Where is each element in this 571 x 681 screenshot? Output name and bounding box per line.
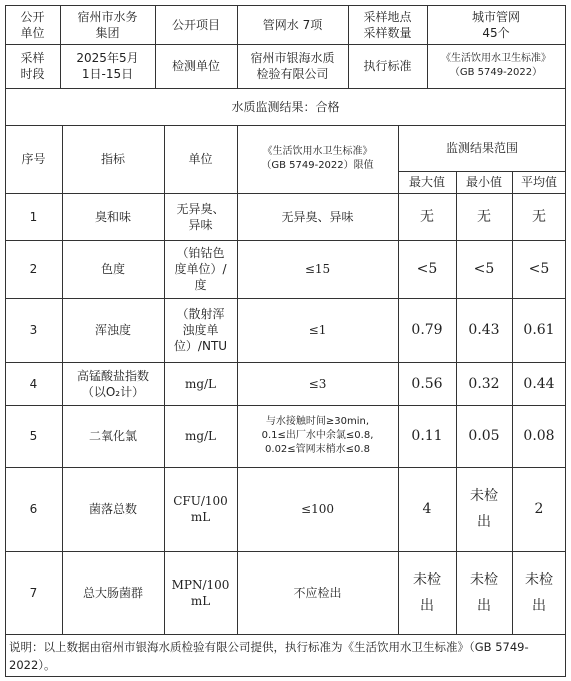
row-max: 无	[420, 208, 434, 225]
row-indicator: 浑浊度	[94, 323, 131, 337]
row-limit: ≤100	[301, 502, 334, 516]
header-cell: 执行标准	[363, 59, 412, 73]
row-limit: ≤1	[308, 323, 327, 337]
col-header-min: 最小值	[465, 175, 502, 189]
row-seq: 5	[29, 429, 38, 443]
row-avg: 未检 出	[525, 571, 553, 614]
col-header-range: 监测结果范围	[445, 141, 518, 155]
row-min: <5	[473, 261, 495, 277]
row-unit: （散射浑 浊度单 位）/NTU	[173, 307, 228, 353]
row-min: 未检 出	[470, 488, 498, 530]
header-cell: 公开 单位	[20, 9, 45, 40]
row-unit: （铂钴色 度单位）/ 度	[174, 246, 227, 292]
row-max: 4	[422, 501, 432, 517]
row-avg: 0.61	[523, 322, 555, 338]
row-min: 0.05	[468, 428, 500, 444]
row-min: 无	[477, 208, 491, 225]
row-max: 未检 出	[413, 571, 441, 614]
header-cell: 采样地点 采样数量	[363, 9, 412, 40]
row-indicator: 色度	[100, 262, 125, 276]
row-max: <5	[416, 261, 438, 277]
row-unit: 无异臭、 异味	[176, 201, 225, 232]
row-min: 0.43	[468, 322, 500, 338]
col-header-limit: 《生活饮用水卫生标准》 （GB 5749-2022）限值	[261, 146, 374, 171]
row-seq: 2	[29, 262, 38, 276]
row-avg: 0.08	[523, 428, 555, 444]
header-cell: 采样 时段	[20, 51, 45, 81]
row-limit: ≤3	[308, 376, 327, 391]
col-header-max: 最大值	[408, 175, 445, 189]
row-min: 0.32	[468, 375, 500, 392]
header-cell: 2025年5月 1日-15日	[76, 51, 139, 81]
row-seq: 1	[29, 209, 38, 224]
row-avg: 0.44	[523, 375, 555, 392]
row-seq: 6	[29, 502, 38, 516]
row-indicator: 臭和味	[94, 209, 131, 224]
row-limit: 无异臭、异味	[281, 209, 354, 224]
row-limit: ≤15	[304, 262, 331, 276]
row-limit: 与水接触时间≥30min, 0.1≤出厂水中余氯≤0.8, 0.02≤管网末梢水≤0.8	[261, 416, 374, 455]
header-cell: 宿州市银海水质 检验有限公司	[250, 51, 335, 81]
header-cell: 公开项目	[171, 17, 220, 32]
row-seq: 4	[29, 376, 38, 391]
header-cell: 管网水 7项	[262, 17, 323, 32]
row-unit: mg/L	[184, 376, 217, 391]
col-header-unit: 单位	[188, 152, 213, 166]
col-header-avg: 平均值	[520, 175, 557, 189]
header-cell: 城市管网 45个	[471, 9, 520, 40]
row-limit: 不应检出	[293, 585, 342, 600]
row-indicator: 二氧化氯	[88, 429, 137, 443]
row-avg: <5	[528, 261, 550, 277]
footnote: 说明：以上数据由宿州市银海水质检验有限公司提供，执行标准为《生活饮用水卫生标准》（GB 5749-2022）。	[9, 639, 529, 672]
row-indicator: 菌落总数	[88, 502, 137, 516]
header-cell: 检测单位	[171, 59, 220, 73]
row-max: 0.56	[411, 375, 443, 392]
row-min: 未检 出	[470, 571, 498, 614]
header-cell: 《生活饮用水卫生标准》 （GB 5749-2022）	[441, 53, 551, 78]
col-header-indicator: 指标	[100, 152, 125, 166]
row-unit: MPN/100 mL	[171, 577, 230, 608]
row-avg: 无	[532, 208, 546, 225]
row-seq: 3	[29, 323, 38, 337]
row-unit: mg/L	[184, 429, 217, 443]
result-summary: 水质监测结果：合格	[231, 99, 340, 114]
header-cell: 宿州市水务 集团	[77, 9, 138, 40]
row-max: 0.79	[411, 322, 443, 338]
row-max: 0.11	[411, 428, 443, 444]
grid-line	[5, 676, 566, 677]
row-avg: 2	[534, 501, 544, 517]
row-indicator: 高锰酸盐指数 （以O₂计）	[76, 368, 149, 399]
row-seq: 7	[29, 585, 38, 600]
row-unit: CFU/100 mL	[173, 494, 228, 524]
col-header-seq: 序号	[21, 152, 46, 166]
row-indicator: 总大肠菌群	[82, 585, 143, 600]
